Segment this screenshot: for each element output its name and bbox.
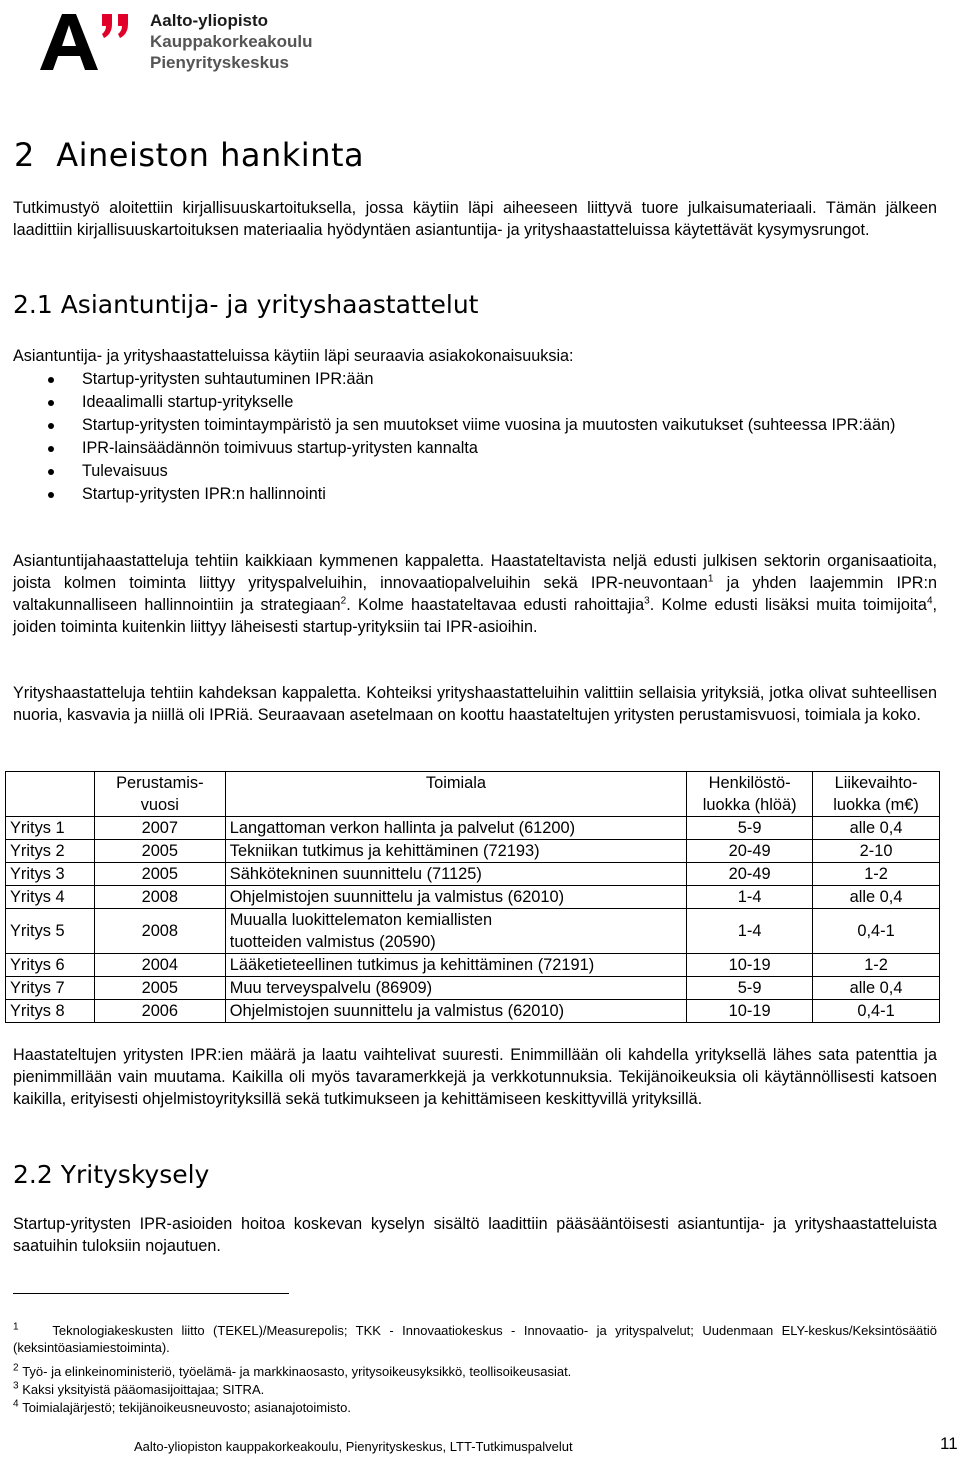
footnote-number: 2 [13,1362,19,1374]
bullet-icon [48,377,54,383]
bullet-icon [48,423,54,429]
section-2-1-lead: Asiantuntija- ja yrityshaastatteluissa käytiin läpi seuraavia asiakokonaisuuksia: [13,347,574,365]
company-interviews-paragraph: Yrityshaastatteluja tehtiin kahdeksan kappaletta. Kohteiksi yrityshaastatteluihin valittiin sellaisia yrityksiä, jotka olivat suhteellisen nuoria, kasvavia ja niillä oli IPRiä. Seuraavaan asetelmaan on koottu haastateltujen yritysten perustamisvuosi, toimiala ja koko. [13,684,937,724]
page-footer-text: Aalto-yliopiston kauppakorkeakoulu, Pienyrityskeskus, LTT-Tutkimuspalvelut [134,1439,573,1454]
company-table [5,771,940,1023]
table-cell: Yritys 2 [6,840,95,863]
section-2-2-heading: 2.2 Yrityskysely [13,1160,210,1189]
topic-list [13,368,937,506]
list-item: IPR-lainsäädännön toimivuus startup-yritysten kannalta [13,437,937,460]
table-cell: 10-19 [687,1000,813,1023]
footnote-ref-3: 3 [644,595,650,607]
table-row [6,817,940,840]
table-cell: 2005 [94,977,225,1000]
list-item: Ideaalimalli startup-yritykselle [13,391,937,414]
table-cell: 2005 [94,863,225,886]
table-cell: alle 0,4 [813,817,940,840]
table-cell: Yritys 5 [6,909,95,954]
table-row [6,954,940,977]
footnote-number: 3 [13,1380,19,1392]
bullet-icon [48,400,54,406]
footnote-4: $^4$ Toimialajärjestö; tekijänoikeusneuvosto; asianajotoimisto. [13,1398,351,1415]
list-item: Startup-yritysten suhtautuminen IPR:ään [13,368,937,391]
table-cell: 2004 [94,954,225,977]
table-cell: Yritys 1 [6,817,95,840]
bullet-icon [48,469,54,475]
table-header-cell: Toimiala [225,772,686,817]
table-cell: 20-49 [687,863,813,886]
footnote-2: $^2$ Työ- ja elinkeinoministeriö, työelämä- ja markkinaosasto, yritysoikeusyksikkö, teollisoikeusasiat. [13,1362,572,1379]
table-row [6,840,940,863]
table-cell: 0,4-1 [813,909,940,954]
aalto-logo [40,10,150,74]
footnote-ref-2: 2 [340,595,347,607]
footnote-1: $^1$ Teknologiakeskusten liitto (TEKEL)/Measurepolis; TKK - Innovaatiokeskus - Innovaatio- ja yrityspalvelut; Uudenmaan ELY-keskus/Keksintösäätiö (keksintöasiamiestoiminta). [13,1321,937,1355]
table-cell: alle 0,4 [813,977,940,1000]
expert-interviews-paragraph: Asiantuntijahaastatteluja tehtiin kaikkiaan kymmenen kappaletta. Haastateltavista neljä edusti julkisen sektorin organisaatioita, joista kolmen toiminta liittyy yrityspalveluihin, innovaatiopalveluihin sekä IPR-neuvontaan$^1$ ja yhden laajemmin IPR:n valtakunnalliseen hallinnointiin ja strategiaan$^2$. Kolme haastateltavaa edusti rahoittajia$^3$. Kolme edusti lisäksi muita toimijoita$^4$, joiden toiminta kuitenkin liittyy läheisesti startup-yrityksiin tai IPR-asioihin. [13,552,937,636]
section-2-1-heading: 2.1 Asiantuntija- ja yrityshaastattelut [13,290,479,319]
table-cell: Yritys 8 [6,1000,95,1023]
logo-line-1: Aalto-yliopisto [150,11,269,30]
table-cell: 2007 [94,817,225,840]
table-cell: 1-4 [687,886,813,909]
table-cell: 2006 [94,1000,225,1023]
section-2-intro: Tutkimustyö aloitettiin kirjallisuuskartoituksella, jossa käytiin läpi aiheeseen liittyvä tuore julkaisumateriaali. Tämän jälkeen laadittiin kirjallisuuskartoituksen materiaalia hyödyntäen asiantuntija- ja yrityshaastatteluissa käytettävät kysymysrungot. [13,199,937,239]
list-item: Tulevaisuus [13,460,937,483]
table-cell: Yritys 6 [6,954,95,977]
table-cell: Sähkötekninen suunnittelu (71125) [225,863,686,886]
footnote-separator [13,1293,289,1294]
table-header-row [6,772,940,817]
table-header-cell: Henkilöstö- luokka (hlöä) [687,772,813,817]
logo-line-2: Kauppakorkeakoulu [150,32,313,51]
table-cell: alle 0,4 [813,886,940,909]
table-cell: Langattoman verkon hallinta ja palvelut (61200) [225,817,686,840]
table-cell: Lääketieteellinen tutkimus ja kehittäminen (72191) [225,954,686,977]
table-cell: Yritys 7 [6,977,95,1000]
table-cell: 5-9 [687,977,813,1000]
table-cell: Tekniikan tutkimus ja kehittäminen (72193) [225,840,686,863]
table-row [6,886,940,909]
footnote-ref-4: 4 [926,595,933,607]
section-2-heading: 2 Aineiston hankinta [14,136,365,174]
table-cell: Muualla luokittelematon kemiallisten tuotteiden valmistus (20590) [225,909,686,954]
ipr-paragraph: Haastateltujen yritysten IPR:ien määrä ja laatu vaihtelivat suuresti. Enimmillään oli kahdella yrityksellä lähes sata patenttia ja pienimmillään vain muutama. Kaikilla oli myös tavaramerkkejä ja verkkotunnuksia. Tekijänoikeuksia oli käytännöllisesti katsoen kaikilla, erityisesti ohjelmistoyrityksillä sekä tutkimukseen ja kehittämiseen keskittyvillä yrityksillä. [13,1046,937,1108]
section-2-2-paragraph: Startup-yritysten IPR-asioiden hoitoa koskevan kyselyn sisältö laadittiin pääsääntöisesti asiantuntija- ja yrityshaastatteluista saatuihin tuloksiin nojautuen. [13,1215,937,1255]
page-number: 11 [940,1434,958,1453]
logo-wordmark [150,10,313,73]
bullet-icon [48,492,54,498]
table-row [6,1000,940,1023]
table-cell: 2008 [94,909,225,954]
table-cell: 10-19 [687,954,813,977]
list-item: Startup-yritysten IPR:n hallinnointi [13,483,937,506]
footnote-number: 4 [13,1398,19,1410]
table-header-cell: Liikevaihto- luokka (m€) [813,772,940,817]
table-cell: 2005 [94,840,225,863]
table-header-cell [6,772,95,817]
logo-quote-mark-2 [118,14,128,38]
table-cell: 20-49 [687,840,813,863]
table-cell: 1-4 [687,909,813,954]
table-cell: Yritys 3 [6,863,95,886]
table-row [6,863,940,886]
footnote-3: $^3$ Kaksi yksityistä pääomasijoittajaa; SITRA. [13,1380,265,1397]
table-cell: Yritys 4 [6,886,95,909]
logo-quote-mark-1 [102,14,112,38]
table-cell: 2-10 [813,840,940,863]
table-cell: 1-2 [813,863,940,886]
table-cell: Ohjelmistojen suunnittelu ja valmistus (62010) [225,886,686,909]
table-cell: Muu terveyspalvelu (86909) [225,977,686,1000]
table-cell: Ohjelmistojen suunnittelu ja valmistus (62010) [225,1000,686,1023]
table-cell: 2008 [94,886,225,909]
table-cell: 1-2 [813,954,940,977]
table-header-cell: Perustamis- vuosi [94,772,225,817]
table-cell: 5-9 [687,817,813,840]
list-item: Startup-yritysten toimintaympäristö ja sen muutokset viime vuosina ja muutosten vaikutukset (suhteessa IPR:ään) [13,414,937,437]
logo-line-3: Pienyrityskeskus [150,53,289,72]
footnote-number: 1 [13,1321,19,1333]
table-row [6,909,940,954]
bullet-icon [48,446,54,452]
footnote-ref-1: 1 [707,573,714,585]
table-cell: 0,4-1 [813,1000,940,1023]
table-row [6,977,940,1000]
